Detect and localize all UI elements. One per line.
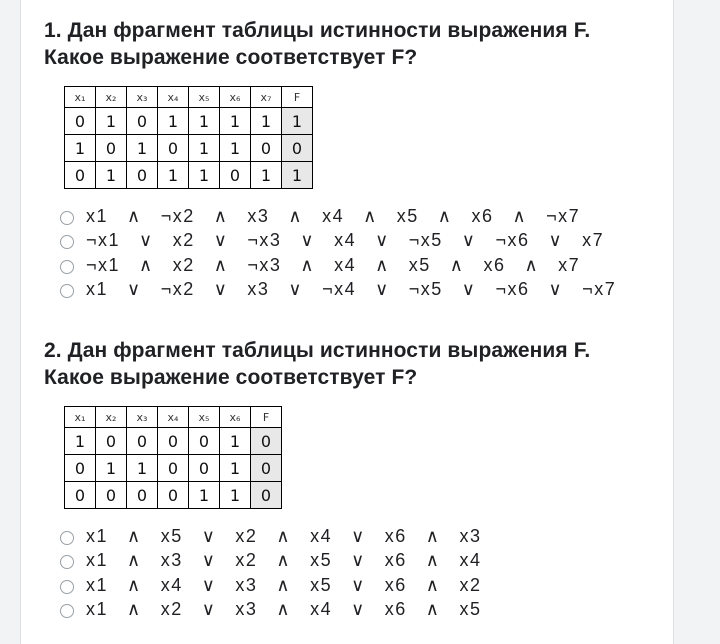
table-cell: 0 [189,428,220,455]
table-row [65,135,313,162]
radio-button[interactable] [60,211,74,225]
table-cell: 1 [189,108,220,135]
table-cell: 0 [127,108,158,135]
question-1 [44,17,616,302]
question-2-title: 2. Дан фрагмент таблицы истинности выражения F. Какое выражение соответствует F? [44,339,591,389]
table-cell-f: 1 [282,162,313,189]
table-cell: 1 [158,108,189,135]
table-cell: 1 [220,482,251,509]
answer-option[interactable] [60,524,590,549]
table-cell: 1 [65,135,96,162]
table-cell: 0 [65,108,96,135]
header-cell: x₆ [220,87,251,108]
table-header-row [65,87,313,108]
header-cell: x₃ [127,407,158,428]
table-cell: 1 [220,455,251,482]
table-cell: 0 [158,428,189,455]
table-cell: 1 [158,162,189,189]
table-row [65,428,282,455]
table-row [65,108,313,135]
header-cell: x₃ [127,87,158,108]
question-card [20,0,674,644]
header-cell: x₄ [158,407,189,428]
table-cell: 1 [189,482,220,509]
header-cell-f: F [251,407,282,428]
table-cell: 1 [127,455,158,482]
header-cell: x₄ [158,87,189,108]
table-cell: 1 [65,428,96,455]
header-cell: x₁ [65,87,96,108]
header-cell: x₁ [65,407,96,428]
table-cell: 1 [96,455,127,482]
radio-button[interactable] [60,260,74,274]
table-cell-f: 0 [282,135,313,162]
table-cell: 1 [96,162,127,189]
table-cell: 0 [158,135,189,162]
option-label[interactable]: ¬x1 ∧ x2 ∧ ¬x3 ∧ x4 ∧ x5 ∧ x6 ∧ x7 [86,254,581,275]
option-label[interactable]: x1 ∧ x4 ∨ x3 ∧ x5 ∨ x6 ∧ x2 [86,574,482,595]
option-label[interactable]: x1 ∨ ¬x2 ∨ x3 ∨ ¬x4 ∨ ¬x5 ∨ ¬x6 ∨ ¬x7 [86,279,617,300]
radio-button[interactable] [60,531,74,545]
table-cell-f: 0 [251,428,282,455]
table-cell: 0 [127,482,158,509]
option-label[interactable]: x1 ∧ x5 ∨ x2 ∧ x4 ∨ x6 ∧ x3 [86,525,482,546]
table-cell: 1 [220,428,251,455]
table-cell: 0 [251,135,282,162]
table-cell-f: 0 [251,455,282,482]
header-cell: x₆ [220,407,251,428]
answer-option[interactable] [60,573,590,598]
radio-button[interactable] [60,555,74,569]
header-cell: x₅ [189,87,220,108]
table-cell-f: 1 [282,108,313,135]
option-label[interactable]: x1 ∧ x2 ∨ x3 ∧ x4 ∨ x6 ∧ x5 [86,599,482,620]
table-row [65,455,282,482]
table-cell: 1 [251,108,282,135]
option-label[interactable]: ¬x1 ∨ x2 ∨ ¬x3 ∨ x4 ∨ ¬x5 ∨ ¬x6 ∨ x7 [86,230,605,251]
table-header-row [65,407,282,428]
header-cell: x₂ [96,87,127,108]
table-cell: 0 [158,455,189,482]
table-cell: 0 [127,428,158,455]
header-cell-f: F [282,87,313,108]
table-cell: 0 [96,428,127,455]
answer-option[interactable] [60,253,616,278]
radio-button[interactable] [60,580,74,594]
answer-options-2 [60,524,590,622]
table-cell: 0 [65,482,96,509]
table-cell: 0 [158,482,189,509]
table-cell: 0 [220,162,251,189]
radio-button[interactable] [60,235,74,249]
table-row [65,162,313,189]
table-cell: 1 [189,135,220,162]
table-cell: 1 [96,108,127,135]
header-cell: x₂ [96,407,127,428]
answer-option[interactable] [60,549,590,574]
header-cell: x₇ [251,87,282,108]
table-cell: 1 [251,162,282,189]
table-cell: 1 [127,135,158,162]
truth-table-1 [64,86,313,189]
question-2 [44,337,590,622]
answer-option[interactable] [60,204,616,229]
table-cell: 0 [189,455,220,482]
radio-button[interactable] [60,284,74,298]
table-row [65,482,282,509]
table-cell: 0 [96,482,127,509]
table-cell: 0 [127,162,158,189]
answer-option[interactable] [60,229,616,254]
table-cell: 0 [65,162,96,189]
table-cell: 1 [220,135,251,162]
table-cell: 0 [96,135,127,162]
radio-button[interactable] [60,604,74,618]
question-1-title: 1. Дан фрагмент таблицы истинности выражения F. Какое выражение соответствует F? [44,19,591,69]
table-cell-f: 0 [251,482,282,509]
header-cell: x₅ [189,407,220,428]
table-cell: 0 [65,455,96,482]
option-label[interactable]: x1 ∧ x3 ∨ x2 ∧ x5 ∨ x6 ∧ x4 [86,550,482,571]
option-label[interactable]: x1 ∧ ¬x2 ∧ x3 ∧ x4 ∧ x5 ∧ x6 ∧ ¬x7 [86,205,581,226]
truth-table-2 [64,406,282,509]
answer-options-1 [60,204,616,302]
answer-option[interactable] [60,598,590,623]
table-cell: 1 [189,162,220,189]
table-cell: 1 [220,108,251,135]
answer-option[interactable] [60,278,616,303]
